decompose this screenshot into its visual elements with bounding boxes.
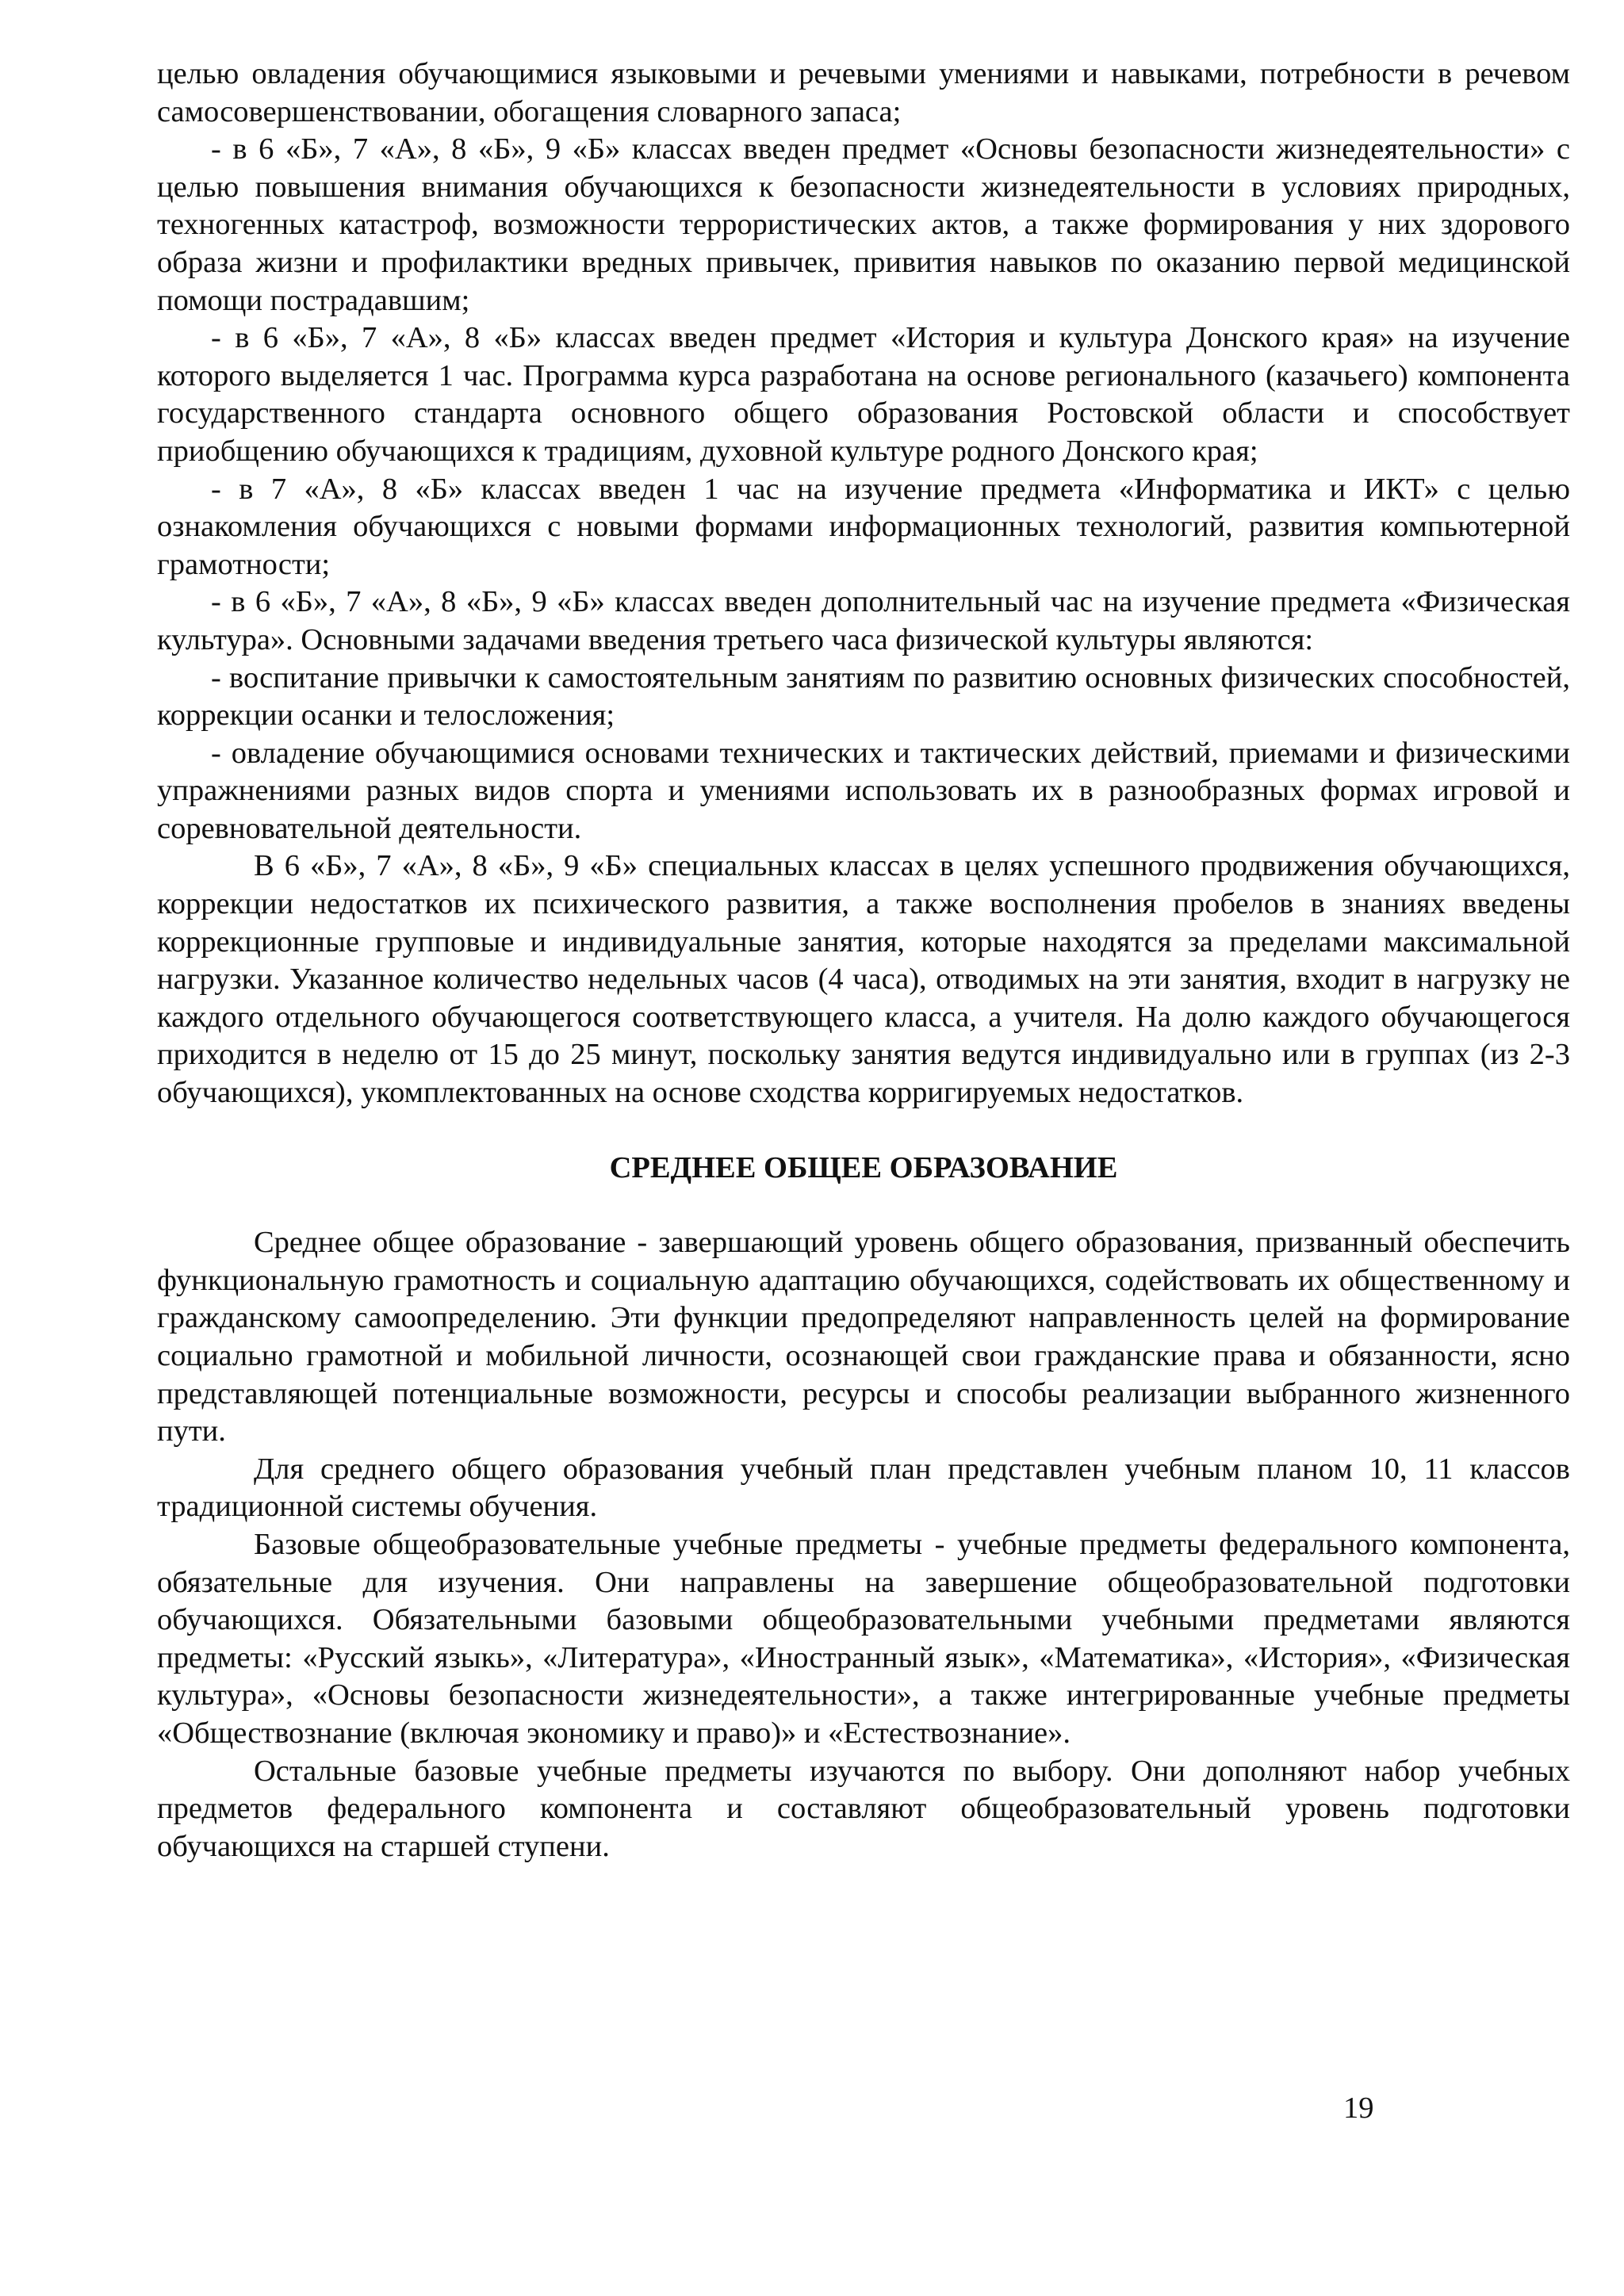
list-item: - овладение обучающимися основами технических и тактических действий, приемами и физическими упражнениями разных видов спорта и умениями использовать их в разнообразных формах игровой и соревновательной деятельности. [157, 736, 1570, 845]
paragraph: В 6 «Б», 7 «А», 8 «Б», 9 «Б» специальных классах в целях успешного продвижения обучающихся, коррекции недостатков их психического развития, а также восполнения пробелов в знаниях введены коррекционные групповые и индивидуальные занятия, которые находятся за пределами максимальной нагрузки. Указанное количество недельных часов (4 часа), отводимых на эти занятия, входит в нагрузку не каждого отдельного обучающегося соответствующего класса, а учителя. На долю каждого обучающегося приходится в неделю от 15 до 25 минут, поскольку занятия ведутся индивидуально или в группах (из 2-3 обучающихся), укомплектованных на основе сходства корригируемых недостатков. [157, 849, 1570, 1110]
list-item: - воспитание привычки к самостоятельным занятиям по развитию основных физических способностей, коррекции осанки и телосложения; [157, 660, 1570, 733]
paragraph: Остальные базовые учебные предметы изучаются по выбору. Они дополняют набор учебных предметов федерального компонента и составляют общеобразовательный уровень подготовки обучающихся на старшей ступени. [157, 1754, 1570, 1863]
list-item: - в 6 «Б», 7 «А», 8 «Б», 9 «Б» классах введен предмет «Основы безопасности жизнедеятельности» с целью повышения внимания обучающихся к безопасности жизнедеятельности в условиях природных, техногенных катастроф, возможности террористических актов, а также формирования у них здорового образа жизни и профилактики вредных привычек, привития навыков по оказанию первой медицинской помощи пострадавшим; [157, 132, 1570, 317]
paragraph: целью овладения обучающимися языковыми и речевыми умениями и навыками, потребности в речевом самосовершенствовании, обогащения словарного запаса; [157, 57, 1570, 128]
list-item: - в 6 «Б», 7 «А», 8 «Б» классах введен предмет «История и культура Донского края» на изучение которого выделяется 1 час. Программа курса разработана на основе регионального (казачьего) компонента государственного стандарта основного общего образования Ростовской области и способствует приобщению обучающихся к традициям, духовной культуре родного Донского края; [157, 321, 1570, 468]
paragraph: Базовые общеобразовательные учебные предметы - учебные предметы федерального компонента, обязательные для изучения. Они направлены на завершение общеобразовательной подготовки обучающихся. Обязательными базовыми общеобразовательными учебными предметами являются предметы: «Русский языкь», «Литература», «Иностранный язык», «Математика», «История», «Физическая культура», «Основы безопасности жизнедеятельности», а также интегрированные учебные предметы «Обществознание (включая экономику и право)» и «Естествознание». [157, 1527, 1570, 1750]
section-heading: СРЕДНЕЕ ОБЩЕЕ ОБРАЗОВАНИЕ [609, 1150, 1118, 1184]
page-number: 19 [1343, 2091, 1374, 2125]
paragraph: Среднее общее образование - завершающий уровень общего образования, призванный обеспечить функциональную грамотность и социальную адаптацию обучающихся, содействовать их общественному и гражданскому самоопределению. Эти функции предопределяют направленность целей на формирование социально грамотной и мобильной личности, осознающей свои гражданские права и обязанности, ясно представляющей потенциальные возможности, ресурсы и способы реализации выбранного жизненного пути. [157, 1226, 1570, 1448]
document-page [157, 55, 1570, 1866]
paragraph: Для среднего общего образования учебный план представлен учебным планом 10, 11 классов традиционной системы обучения. [157, 1452, 1570, 1524]
list-item: - в 6 «Б», 7 «А», 8 «Б», 9 «Б» классах введен дополнительный час на изучение предмета «Физическая культура». Основными задачами введения третьего часа физической культуры являются: [157, 585, 1570, 656]
section-basic-education-continuation [157, 55, 1570, 1112]
list-item: - в 7 «А», 8 «Б» классах введен 1 час на изучение предмета «Информатика и ИКТ» с целью ознакомления обучающихся с новыми формами информационных технологий, развития компьютерной грамотности; [157, 472, 1570, 581]
section-secondary-education [157, 1224, 1570, 1866]
